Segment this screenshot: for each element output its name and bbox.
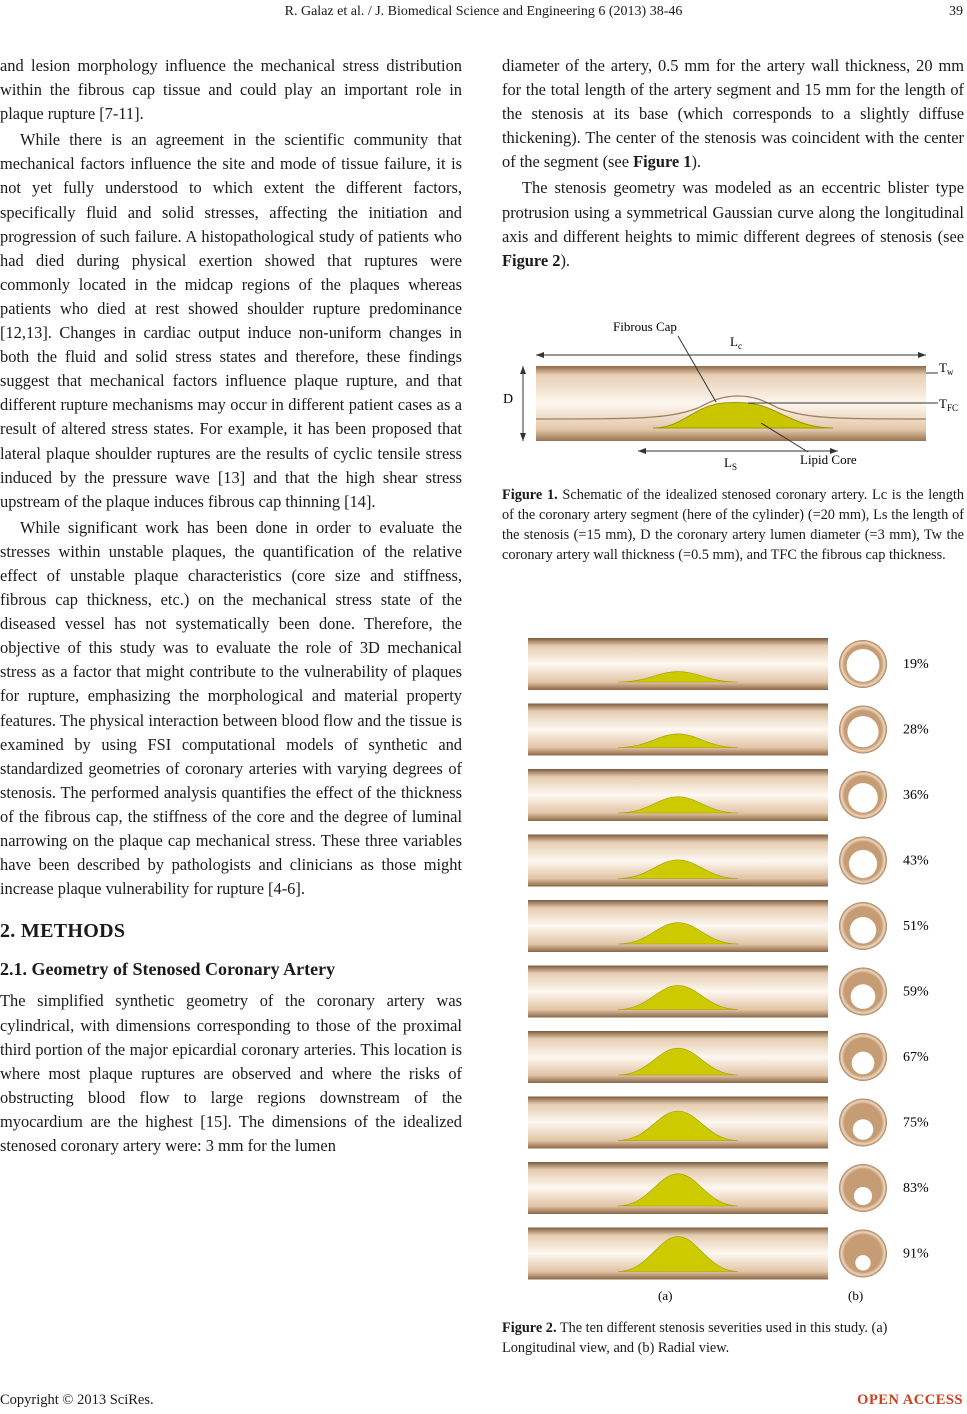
figure-1-caption: Figure 1. Schematic of the idealized stenosed coronary artery. Lc is the length of the coronary artery segment (here of the cylinder) (=20 mm), Ls the length of the stenosis (=15 mm), D the coronary artery lumen diameter (=3 mm), Tw the coronary artery wall thickness (=0.5 mm), and TFC the fibrous cap thickness. bbox=[502, 487, 964, 563]
severity-row bbox=[528, 704, 929, 756]
lumen-opening bbox=[850, 917, 876, 943]
lipid-core-label: Lipid Core bbox=[800, 452, 857, 467]
lumen-opening bbox=[851, 984, 876, 1009]
severity-row bbox=[528, 1162, 929, 1214]
tfc-label: $T_{FC}$ bbox=[939, 396, 958, 413]
lumen-opening bbox=[852, 1052, 875, 1075]
severity-row bbox=[528, 835, 929, 887]
severity-row bbox=[528, 900, 929, 952]
left-column bbox=[0, 54, 462, 1158]
severity-label: 19% bbox=[903, 657, 929, 672]
open-access-footer: OPEN ACCESS bbox=[857, 1392, 963, 1408]
lumen-opening bbox=[849, 850, 877, 878]
severity-row bbox=[528, 1097, 929, 1149]
severity-label: 91% bbox=[903, 1246, 929, 1262]
section-heading: 2. METHODS bbox=[0, 920, 126, 943]
severity-label: 67% bbox=[903, 1050, 929, 1065]
figure-1-schematic bbox=[498, 316, 967, 486]
severity-row bbox=[528, 1031, 929, 1083]
severity-row bbox=[528, 769, 929, 821]
severity-row bbox=[528, 1228, 929, 1280]
severity-label: 83% bbox=[903, 1181, 929, 1196]
severity-label: 51% bbox=[903, 919, 929, 934]
figure-2-caption: Figure 2. The ten different stenosis severities used in this study. (a) Longitudinal view, and (b) Radial view. bbox=[502, 1320, 888, 1356]
d-label: D bbox=[503, 392, 514, 407]
severity-label: 28% bbox=[903, 722, 929, 738]
caption-label: Figure 1. bbox=[502, 487, 558, 503]
lumen-opening bbox=[847, 716, 878, 747]
tw-label: $T_w$ bbox=[939, 360, 954, 377]
panel-a-label: (a) bbox=[658, 1288, 673, 1303]
lumen-opening bbox=[853, 1119, 874, 1140]
paragraph: While significant work has been done in order to evaluate the stresses within unstable plaques, the quantification of the relative effect of unstable plaque characteristics (core size and stiffness, fibrous cap thickness, etc.) on the mechanical stress state of the diseased vessel has not systematically been done. Therefore, the objective of this study was to evaluate the role of 3D mechanical stress as a factor that might contribute to the vulnerability of plaques for rupture, emphasizing the morphological and material property features. The physical interaction between blood flow and the tissue is examined by using FSI computational models of synthetic and standardized geometries of coronary arteries with varying degrees of stenosis. The performed analysis quantifies the effect of the thickness of the fibrous cap, the stiffness of the core and the degree of luminal narrowing on the plaque cap mechanical stress. These three variables have been described by pathologists and clinicians as those might increase plaque vulnerability for rupture [4-6]. bbox=[0, 517, 462, 899]
right-column bbox=[502, 54, 964, 273]
paragraph: The stenosis geometry was modeled as an eccentric blister type protrusion using a symmetrical Gaussian curve along the longitudinal axis and different heights to mimic different degrees of stenosis (see Figure 2). bbox=[502, 178, 964, 270]
severity-row bbox=[528, 966, 929, 1018]
ls-label: $L_S$ bbox=[724, 455, 737, 472]
lumen-opening bbox=[847, 649, 880, 682]
panel-b-label: (b) bbox=[848, 1288, 864, 1303]
paragraph: and lesion morphology influence the mechanical stress distribution within the fibrous cap tissue and could play an important role in plaque rupture [7-11]. bbox=[0, 56, 462, 124]
severity-label: 36% bbox=[903, 788, 929, 803]
lumen-opening bbox=[854, 1187, 872, 1205]
lumen-opening bbox=[848, 783, 878, 813]
fibrous-cap-label: Fibrous Cap bbox=[613, 319, 677, 334]
page-number: 39 bbox=[949, 4, 963, 19]
figure-2-severities bbox=[498, 636, 967, 1306]
subsection-heading: 2.1. Geometry of Stenosed Coronary Artery bbox=[0, 959, 336, 980]
paragraph: While there is an agreement in the scientific community that mechanical factors influence the site and mode of tissue failure, it is not yet fully understood to which extent the different factors, specifically fluid and solid stresses, affecting the initiation and progression of such failure. A histopathological study of patients who had died during physical exertion showed that ruptures were commonly located in the midcap regions of the plaques whereas patients who died at rest showed shoulder rupture predominance [12,13]. Changes in cardiac output induce non-uniform changes in both the fluid and solid stress states and therefore, these findings suggest that mechanical factors influence plaque rupture, and that different rupture mechanisms may occur in different patient cases as a result of altered stress states. For example, it has been proposed that lateral plaque shoulder ruptures are the results of cyclic tensile stress induced by the pressure wave [13] and that the high shear stress upstream of the plaque induces fibrous cap thinning [14]. bbox=[0, 130, 462, 511]
lumen-opening bbox=[855, 1255, 870, 1270]
severity-label: 75% bbox=[903, 1115, 929, 1131]
copyright-footer: Copyright © 2013 SciRes. bbox=[0, 1392, 154, 1408]
running-header bbox=[0, 4, 967, 24]
severity-label: 43% bbox=[903, 853, 929, 869]
paragraph: diameter of the artery, 0.5 mm for the artery wall thickness, 20 mm for the total length of the artery segment and 15 mm for the length of the stenosis at its base (which corresponds to a slightly diffuse thickening). The center of the stenosis was coincident with the center of the segment (see Figure 1). bbox=[502, 56, 964, 172]
running-title: R. Galaz et al. / J. Biomedical Science and Engineering 6 (2013) 38-46 bbox=[284, 4, 683, 19]
figure-ref[interactable]: Figure 1 bbox=[633, 152, 692, 172]
severity-row bbox=[528, 638, 929, 690]
paragraph: The simplified synthetic geometry of the coronary artery was cylindrical, with dimensions corresponding to those of the proximal third portion of the major epicardial coronary arteries. This location is where most plaque ruptures are observed and where the risks of obstructing blood flow to large regions downstream of the myocardium are the highest [15]. The dimensions of the idealized stenosed coronary artery were: 3 mm for the lumen bbox=[0, 991, 462, 1156]
lc-label: $L_c$ bbox=[730, 334, 742, 351]
caption-label: Figure 2. bbox=[502, 1320, 557, 1336]
figure-ref[interactable]: Figure 2 bbox=[502, 250, 561, 270]
severity-label: 59% bbox=[903, 984, 929, 1000]
